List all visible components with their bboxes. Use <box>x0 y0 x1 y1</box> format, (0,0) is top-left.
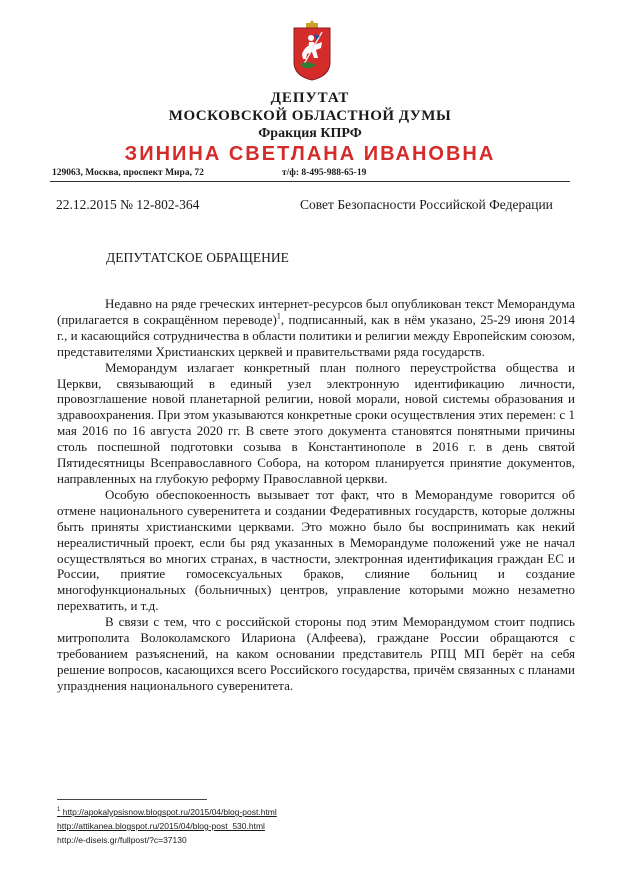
footnote-marker: 1 <box>57 807 61 813</box>
letterhead-faction: Фракция КПРФ <box>258 126 362 141</box>
paragraph-1-part-b: , подписанный, как в нём указано, 25-29 июня 2014 г., и касающийся сотрудничества в области политики и религии между Европейским союзом, представителями Христианских церквей и правительствами ряда государств. <box>57 311 576 359</box>
letterhead-phone: т/ф: 8-495-988-65-19 <box>282 168 367 178</box>
letterhead-address: 129063, Москва, проспект Мира, 72 <box>52 168 204 178</box>
footnote-ref: 1 <box>276 311 281 321</box>
deputy-name: ЗИНИНА СВЕТЛАНА ИВАНОВНА <box>124 143 496 165</box>
moscow-oblast-coat-of-arms-icon <box>292 18 332 82</box>
document-title: ДЕПУТАТСКОЕ ОБРАЩЕНИЕ <box>106 250 289 265</box>
document-reference: 22.12.2015 № 12-802-364 <box>56 197 200 212</box>
document-body <box>57 296 575 694</box>
footnote-link-2[interactable]: http://attikanea.blogspot.ru/2015/04/blog-post_530.html <box>57 820 265 831</box>
document-addressee: Совет Безопасности Российской Федерации <box>300 197 553 212</box>
letterhead-title: ДЕПУТАТ <box>270 90 350 106</box>
paragraph-1 <box>57 296 575 360</box>
letterhead-institution: МОСКОВСКОЙ ОБЛАСТНОЙ ДУМЫ <box>168 108 452 124</box>
paragraph-3: Особую обеспокоенность вызывает тот факт, что в Меморандуме говорится об отмене национального суверенитета и создании Федеративных государств, которые должны быть приняты христианскими церквами. Это можно было бы воспринимать как некий нереалистичный проект, если бы ряд указанных в Меморандуме положений уже не начал осуществляться во многих странах, в частности, электронная идентификация граждан ЕС и России, приятие гомосексуальных браков, слияние больниц и создание многофункциональных (больничных) центров, управление которыми можно незаметно перехватить, и т.д. <box>57 486 575 614</box>
footnote-divider <box>57 799 207 800</box>
footnotes <box>57 803 277 847</box>
footnote-link-1-text: http://apokalypsisnow.blogspot.ru/2015/04/blog-post.html <box>62 806 277 817</box>
paragraph-4: В связи с тем, что с российской стороны под этим Меморандумом стоит подпись митрополита Волоколамского Илариона (Алфеева), граждане России обращаются с требованием разъяснений, на каком основании представитель РПЦ МП берёт на себя решение вопросов, касающихся всего Российского государства, причём связанных с планами упразднения национального суверенитета. <box>57 614 575 693</box>
paragraph-1-part-a: Недавно на ряде греческих интернет-ресурсов был опубликован текст Меморандума (прилагается в сокращённом переводе) <box>57 296 575 327</box>
paragraph-2: Меморандум излагает конкретный план полного переустройства общества и Церкви, связывающий в единый узел электронную идентификацию личности, провозглашение новой планетарной религии, новой морали, новой системы образования и здравоохранения. При этом указываются конкретные сроки осуществления этих перемен: с 1 мая 2016 по 16 августа 2020 гг. В свете этого документа становятся понятными причины столь поспешной подготовки созыва в Константинополе в 2016 г. в день святой Пятидесятницы Всеправославного Собора, на котором планируется принятие документов, направленных на глубокую реформу Православной церкви. <box>57 359 575 486</box>
letterhead-divider <box>50 181 570 182</box>
footnote-link-3[interactable]: http://e-diseis.gr/fullpost/?c=37130 <box>57 834 187 845</box>
footnote-link-1[interactable] <box>57 803 277 819</box>
